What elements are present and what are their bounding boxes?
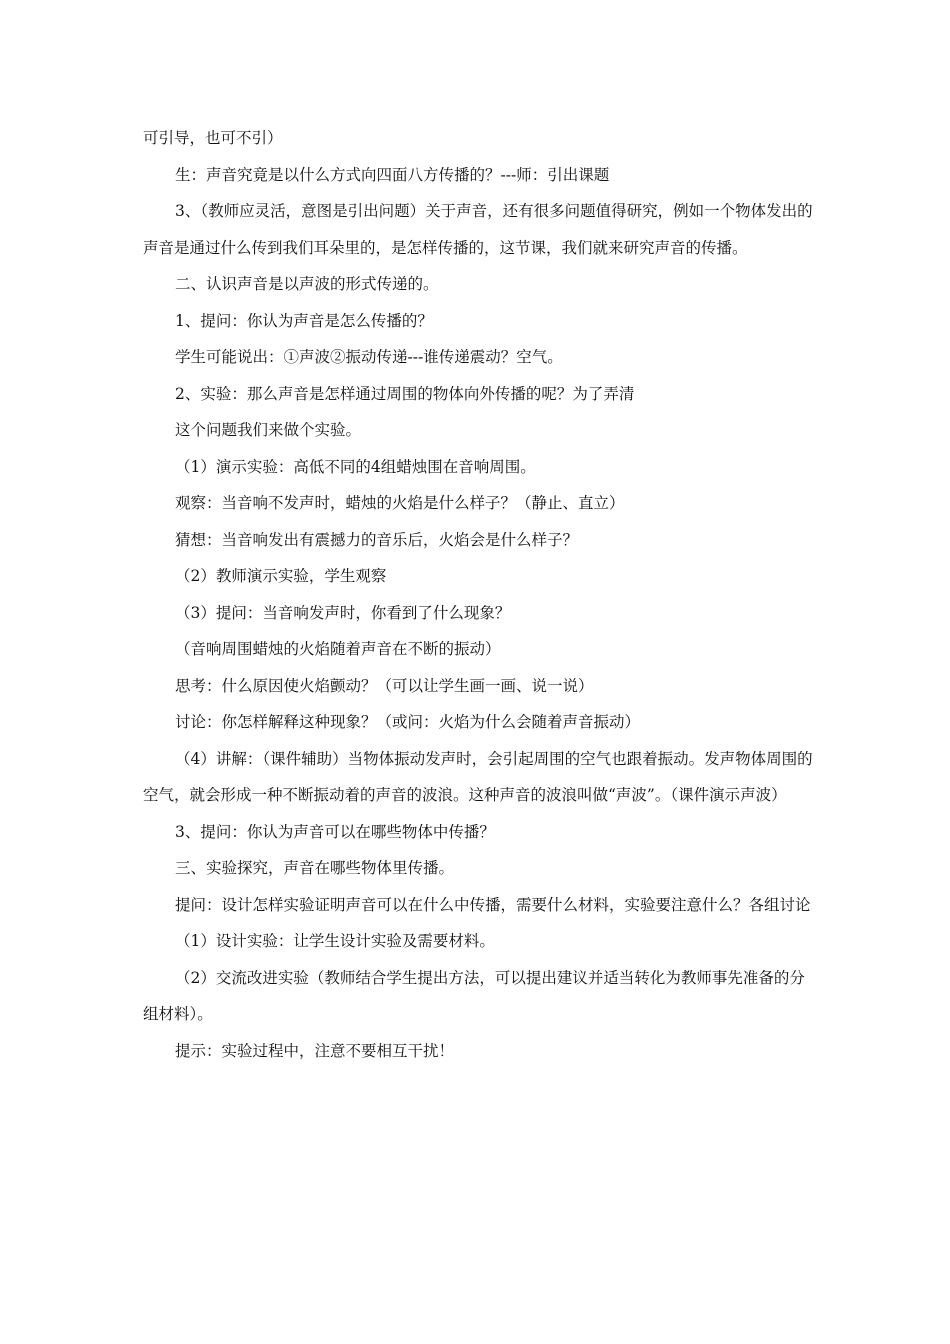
paragraph-question-1: 1、提问：你认为声音是怎么传播的？: [175, 311, 433, 330]
paragraph-observe: 观察：当音响不发声时，蜡烛的火焰是什么样子？（静止、直立）: [175, 494, 625, 512]
paragraph-demo-2: （2）教师演示实验，学生观察: [175, 567, 387, 585]
document-body: [143, 120, 813, 1069]
section-heading-2: 二、认识声音是以声波的形式传递的。: [175, 275, 439, 293]
paragraph-question-3: （3）提问：当音响发声时，你看到了什么现象？: [175, 603, 511, 622]
paragraph-discuss: 讨论：你怎样解释这种现象？（或问：火焰为什么会随着声音振动）: [175, 713, 641, 731]
paragraph-continuation: 可引导，也可不引）: [143, 129, 283, 147]
paragraph-student-answer: 学生可能说出：①声波②振动传递---谁传递震动？空气。: [175, 348, 563, 366]
section-heading-3: 三、实验探究，声音在哪些物体里传播。: [175, 859, 455, 877]
paragraph-question-medium: 3、提问：你认为声音可以在哪些物体中传播？: [175, 822, 495, 841]
paragraph-think: 思考：什么原因使火焰颤动？（可以让学生画一画、说一说）: [175, 676, 594, 695]
paragraph-explain-4: （4）讲解：（课件辅助）当物体振动发声时，会引起周围的空气也跟着振动。发声物体周围的空气，就会形成一种不断振动着的声音的波浪。这种声音的波浪叫做“声波”。（课件演示声波）: [143, 749, 813, 804]
paragraph-tip: 提示：实验过程中，注意不要相互干扰！: [175, 1041, 455, 1060]
paragraph-experiment-2: 2、实验：那么声音是怎样通过周围的物体向外传播的呢？为了弄清: [175, 384, 635, 403]
paragraph-design-question: 提问：设计怎样实验证明声音可以在什么中传播，需要什么材料，实验要注意什么？各组讨论: [175, 895, 811, 914]
paragraph-design-1: （1）设计实验：让学生设计实验及需要材料。: [175, 932, 495, 950]
paragraph-demo-1: （1）演示实验：高低不同的4组蜡烛围在音响周围。: [175, 457, 536, 476]
paragraph-improve-2: （2）交流改进实验（教师结合学生提出方法，可以提出建议并适当转化为教师事先准备的分组材料）。: [143, 968, 805, 1023]
paragraph-student-question: 生：声音究竟是以什么方式向四面八方传播的？---师：引出课题: [175, 165, 610, 184]
paragraph-guess: 猜想：当音响发出有震撼力的音乐后，火焰会是什么样子？: [175, 530, 579, 549]
paragraph-experiment-2-cont: 这个问题我们来做个实验。: [175, 421, 362, 439]
paragraph-step-3-intro: 3、（教师应灵活，意图是引出问题）关于声音，还有很多问题值得研究，例如一个物体发出的声音是通过什么传到我们耳朵里的，是怎样传播的，这节课，我们就来研究声音的传播。: [143, 202, 813, 257]
paragraph-phenomenon: （音响周围蜡烛的火焰随着声音在不断的振动）: [175, 640, 501, 658]
